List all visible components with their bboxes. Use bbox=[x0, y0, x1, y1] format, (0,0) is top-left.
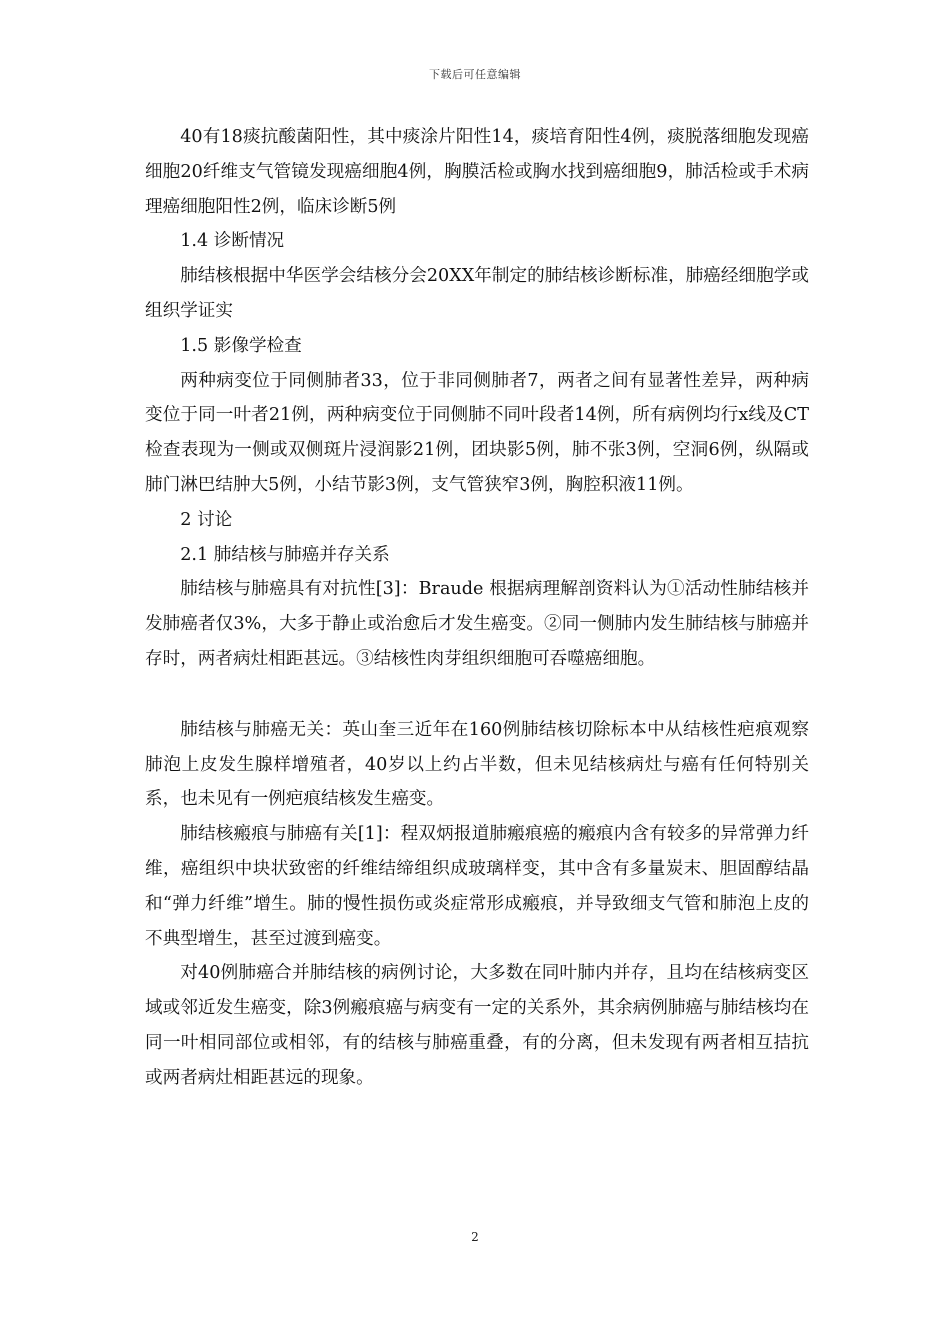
paragraph-case-results: 40有18痰抗酸菌阳性，其中痰涂片阳性14，痰培育阳性4例，痰脱落细胞发现癌细胞20纤维支气管镜发现癌细胞4例，胸膜活检或胸水找到癌细胞9，肺活检或手术病理癌细胞阳性2例，临床诊断5例 bbox=[145, 127, 809, 217]
paragraph-antagonism: 肺结核与肺癌具有对抗性[3]：Braude 根据病理解剖资料认为①活动性肺结核并发肺癌者仅3%，大多于静止或治愈后才发生癌变。②同一侧肺内发生肺结核与肺癌并存时，两者病灶相距甚远。③结核性肉芽组织细胞可吞噬癌细胞。 bbox=[145, 579, 809, 669]
paragraph-gap bbox=[145, 677, 809, 713]
section-heading-1-5: 1.5 影像学检查 bbox=[180, 335, 302, 356]
paragraph-unrelated: 肺结核与肺癌无关：英山奎三近年在160例肺结核切除标本中从结核性疤痕观察肺泡上皮发生腺样增殖者，40岁以上约占半数，但未见结核病灶与癌有任何特别关系，也未见有一例疤痕结核发生癌变。 bbox=[145, 719, 809, 810]
page-number: 2 bbox=[471, 1230, 479, 1244]
section-heading-2-1: 2.1 肺结核与肺癌并存关系 bbox=[180, 544, 390, 565]
paragraph-diagnosis: 肺结核根据中华医学会结核分会20XX年制定的肺结核诊断标准，肺癌经细胞学或组织学证实 bbox=[145, 266, 809, 321]
paragraph-imaging: 两种病变位于同侧肺者33，位于非同侧肺者7，两者之间有显著性差异，两种病变位于同一叶者21例，两种病变位于同侧肺不同叶段者14例，所有病例均行x线及CT检查表现为一侧或双侧斑片浸润影21例，团块影5例，肺不张3例，空洞6例，纵隔或肺门淋巴结肿大5例，小结节影3例，支气管狭窄3例，胸腔积液11例。 bbox=[145, 370, 809, 495]
page-header: 下载后可任意编辑 bbox=[429, 68, 521, 81]
document-body bbox=[145, 120, 809, 1096]
section-heading-1-4: 1.4 诊断情况 bbox=[180, 231, 285, 252]
section-heading-2: 2 讨论 bbox=[180, 509, 233, 530]
paragraph-scar-related: 肺结核瘢痕与肺癌有关[1]：程双炳报道肺瘢痕癌的瘢痕内含有较多的异常弹力纤维，癌组织中块状致密的纤维结缔组织成玻璃样变，其中含有多量炭末、胆固醇结晶和“弹力纤维”增生。肺的慢性损伤或炎症常形成瘢痕，并导致细支气管和肺泡上皮的不典型增生，甚至过渡到癌变。 bbox=[145, 824, 809, 949]
paragraph-case-discussion: 对40例肺癌合并肺结核的病例讨论，大多数在同叶肺内并存，且均在结核病变区域或邻近发生癌变，除3例瘢痕癌与病变有一定的关系外，其余病例肺癌与肺结核均在同一叶相同部位或相邻，有的结核与肺癌重叠，有的分离，但未发现有两者相互拮抗或两者病灶相距甚远的现象。 bbox=[145, 963, 809, 1088]
